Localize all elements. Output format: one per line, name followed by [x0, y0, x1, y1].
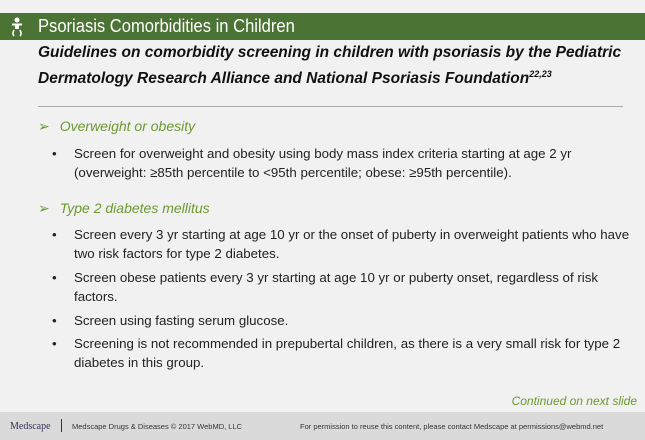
section-title: [38, 118, 195, 135]
bullet-icon: •: [52, 313, 57, 328]
bullet-icon: •: [52, 336, 57, 351]
list-item: [52, 311, 634, 330]
bullet-text: Screening is not recommended in prepubertal children, as there is a very small risk for type 2 diabetes in this group.: [74, 336, 621, 370]
bullet-text: Screen using fasting serum glucose.: [74, 313, 289, 328]
section-title-text: Type 2 diabetes mellitus: [59, 200, 210, 216]
bullet-text: Screen every 3 yr starting at age 10 yr or the onset of puberty in overweight patients who have two risk factors for type 2 diabetes.: [74, 227, 630, 261]
list-item: [52, 144, 634, 182]
medscape-logo: Medscape: [10, 421, 51, 432]
heading-refs: 22,23: [529, 68, 552, 79]
bullet-icon: •: [52, 270, 57, 285]
slide-title: Psoriasis Comorbidities in Children: [38, 16, 295, 36]
bullet-icon: •: [52, 227, 57, 242]
heading-text: Guidelines on comorbidity screening in children with psoriasis by the Pediatric Dermatology Research Alliance and National Psoriasis Foundation: [38, 44, 622, 87]
bullet-icon: •: [52, 146, 57, 161]
arrow-icon: ➢: [38, 200, 50, 216]
list-item: [52, 225, 634, 263]
slide-heading: [38, 42, 628, 89]
title-bar: [0, 13, 645, 40]
footer: [0, 412, 645, 440]
arrow-icon: ➢: [38, 118, 50, 134]
footer-permission: For permission to reuse this content, please contact Medscape at permissions@webmd.net: [300, 422, 604, 431]
list-item: [52, 268, 634, 306]
divider: [38, 106, 623, 107]
bullet-text: Screen for overweight and obesity using body mass index criteria starting at age 2 yr (overweight: ≥85th percentile to <95th percentile; obese: ≥95th percentile).: [74, 146, 572, 180]
child-icon: [10, 17, 24, 37]
section-title: [38, 200, 210, 217]
continued-note: Continued on next slide: [511, 394, 637, 408]
footer-copyright: Medscape Drugs & Diseases © 2017 WebMD, LLC: [72, 422, 243, 431]
section-title-text: Overweight or obesity: [59, 118, 196, 134]
footer-separator: [61, 419, 62, 432]
bullet-text: Screen obese patients every 3 yr starting at age 10 yr or puberty onset, regardless of risk factors.: [74, 270, 599, 304]
list-item: [52, 334, 634, 372]
